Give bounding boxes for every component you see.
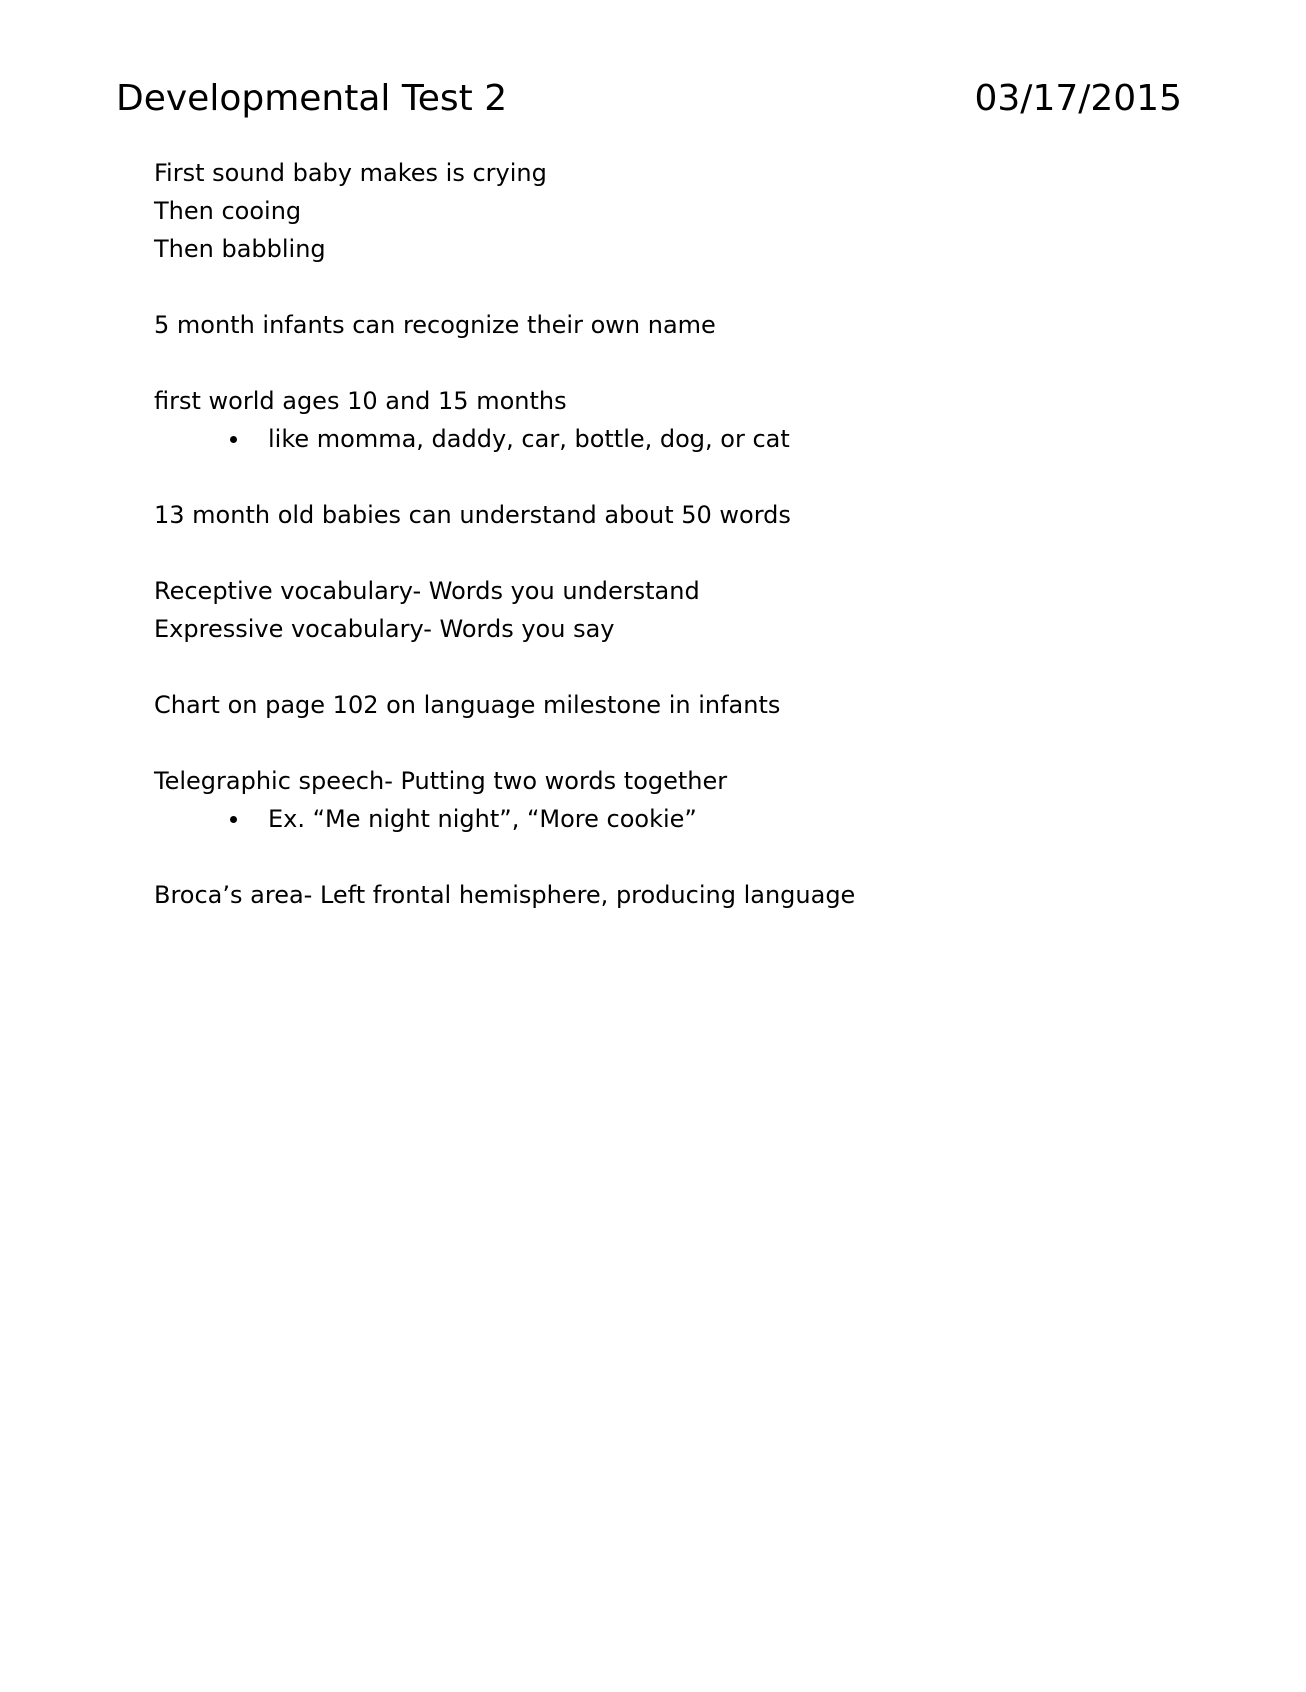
- note-line: Chart on page 102 on language milestone in infants: [154, 691, 781, 719]
- spacer: [154, 648, 1154, 686]
- note-line: first world ages 10 and 15 months: [154, 387, 567, 415]
- note-line: Then cooing: [154, 197, 302, 225]
- spacer: [154, 268, 1154, 306]
- spacer: [154, 534, 1154, 572]
- spacer: [154, 344, 1154, 382]
- header: [116, 74, 1182, 124]
- bullet-icon: [230, 436, 237, 443]
- bullet-text: Ex. “Me night night”, “More cookie”: [268, 805, 697, 833]
- page-title: Developmental Test 2: [116, 78, 508, 119]
- bullet-item: [154, 420, 1154, 458]
- spacer: [154, 724, 1154, 762]
- note-line: Telegraphic speech- Putting two words together: [154, 767, 728, 795]
- note-line: First sound baby makes is crying: [154, 159, 547, 187]
- note-line: Then babbling: [154, 235, 326, 263]
- bullet-item: [154, 800, 1154, 838]
- note-line: Expressive vocabulary- Words you say: [154, 615, 615, 643]
- note-line: Receptive vocabulary- Words you understand: [154, 577, 700, 605]
- notes-body: [154, 154, 1154, 914]
- note-line: Broca’s area- Left frontal hemisphere, producing language: [154, 881, 856, 909]
- note-line: 13 month old babies can understand about 50 words: [154, 501, 791, 529]
- bullet-text: like momma, daddy, car, bottle, dog, or cat: [268, 425, 790, 453]
- bullet-icon: [230, 816, 237, 823]
- spacer: [154, 458, 1154, 496]
- note-line: 5 month infants can recognize their own name: [154, 311, 716, 339]
- page-date: 03/17/2015: [974, 78, 1182, 119]
- spacer: [154, 838, 1154, 876]
